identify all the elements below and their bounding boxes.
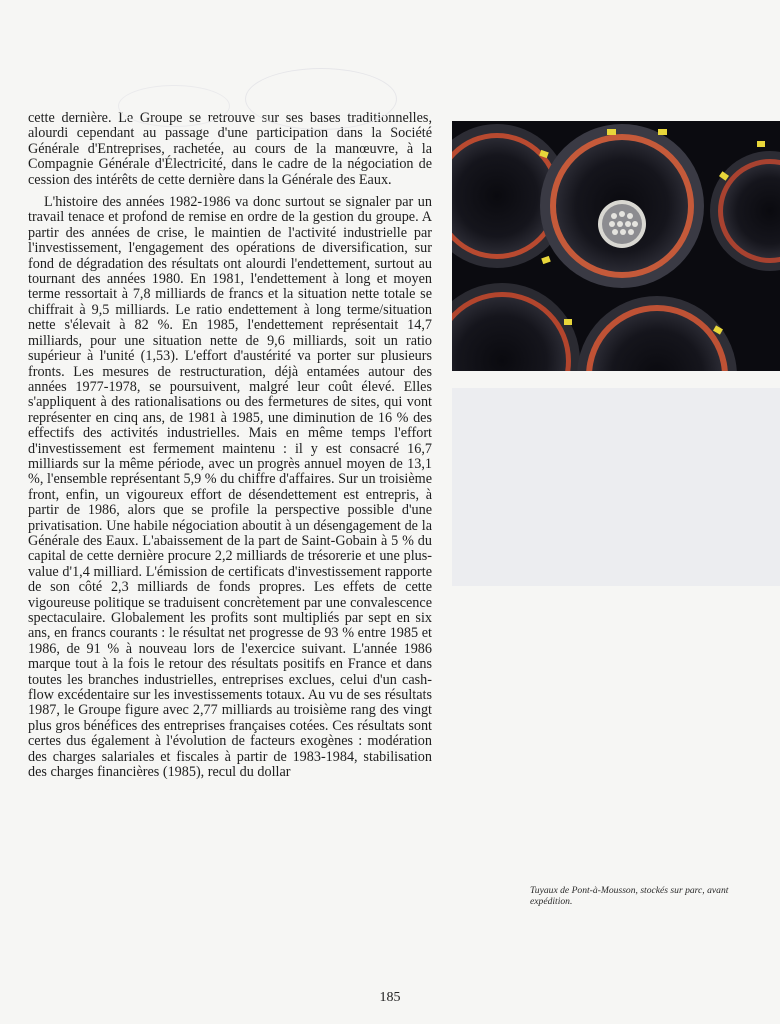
page-number: 185: [379, 990, 401, 1005]
show-through-stamp-2: [118, 85, 230, 127]
pipes-photo: [452, 121, 780, 371]
body-text-column: [28, 111, 432, 780]
stacked-pipes-photo-icon: [452, 121, 780, 371]
paragraph-2: L'histoire des années 1982-1986 va donc surtout se signaler par un travail tenace et profond de remise en ordre de la gestion du groupe. A partir des années de crise, le maintien de l'activité industrielle par l'investissement, l'engagement des opérations de diversification, sur fond de dégradation des résultats ont alourdi l'endettement, surtout au tournant des années 1980. En 1981, l'endettement à long et moyen terme ressortait à 7,8 milliards de francs et la situation nette totale se chiffrait à 9,5 milliards. Le ratio endettement à long terme/situation nette s'élevait à 82 %. En 1985, l'endettement représentait 14,7 milliards, pour une situation nette de 9,6 milliards, soit un ratio supérieur à l'unité (1,53). L'effort d'austérité va porter sur plusieurs fronts. Les mesures de restructuration, déjà entamées autour des années 1977-1978, se poursuivent, malgré leur coût élevé. Elles s'appliquent à des rationalisations ou des fermetures de sites, qui vont représenter en cinq ans, de 1981 à 1985, une diminution de 16 % des effectifs des activités industrielles. Mais en même temps l'effort d'investissement est fermement maintenu : il y est consacré 16,7 milliards sur la même période, avec un progrès annuel moyen de 13,1 %, l'ensemble représentant 5,9 % du chiffre d'affaires. Sur un troisième front, enfin, un vigoureux effort de désendettement est entrepris, à partir de 1986, alors que se profile la perspective possible d'une privatisation. Une habile négociation aboutit à un désengagement de la Générale des Eaux. L'abaissement de la part de Saint-Gobain à 5 % du capital de cette dernière procure 2,2 milliards de trésorerie et une plus-value d'1,4 milliard. L'émission de certificats d'investissement rapporte de son côté 2,3 milliards de fonds propres. Les effets de cette vigoureuse politique se traduisent concrètement par une convalescence spectaculaire. Globalement les profits sont multipliés par sept en six ans, en francs courants : le résultat net progresse de 93 % entre 1985 et 1986, de 91 % à nouveau lors de l'exercice suivant. L'année 1986 marque tout à la fois le retour des résultats positifs en France et dans toutes les branches industrielles, entreprises exclues, celui d'un cash-flow excédentaire sur les investissements totaux. Au vu de ses résultats 1987, le Groupe figure avec 2,77 milliards au troisième rang des vingt plus gros bénéfices des entreprises françaises cotées. Ces résultats sont certes dus également à l'évolution de facteurs exogènes : modération des charges salariales et fiscales à partir de 1983-1984, stabilisation des charges financières (1985), recul du dollar: [28, 194, 432, 781]
show-through-panel: [452, 388, 780, 586]
show-through-stamp: [245, 68, 397, 130]
paragraph-1: cette dernière. Le Groupe se retrouve sur ses bases traditionnelles, alourdi cependant au passage d'une participation dans la Société Générale d'Entreprises, rachetée, au cours de la manœuvre, à la Compagnie Générale d'Électricité, dans le cadre de la négociation de cession des intérêts de cette dernière dans la Générale des Eaux.: [28, 110, 432, 188]
photo-caption: Tuyaux de Pont-à-Mousson, stockés sur parc, avant expédition.: [530, 885, 729, 907]
